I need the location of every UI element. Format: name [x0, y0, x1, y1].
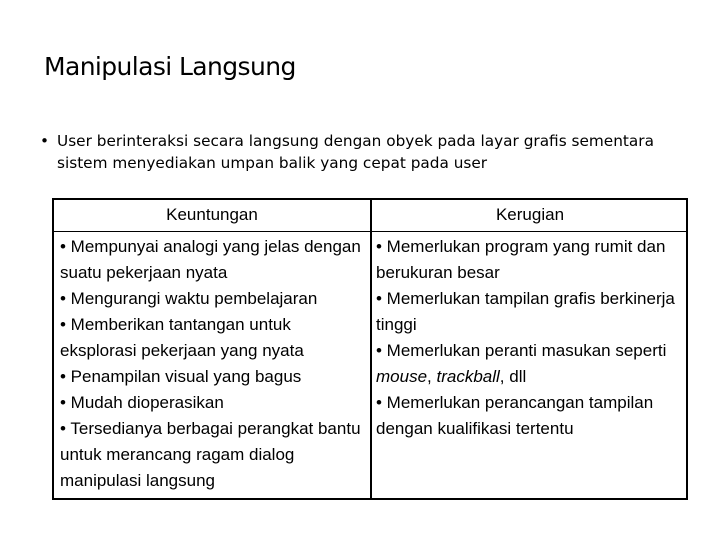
disadvantage-item — [376, 338, 684, 390]
advantage-item: • Tersedianya berbagai perangkat bantu untuk merancang ragam dialog manipulasi langsung — [60, 419, 361, 490]
header-disadvantages: Kerugian — [495, 205, 565, 224]
intro-bullet — [40, 130, 705, 174]
advantage-item: • Mengurangi waktu pembelajaran — [60, 289, 318, 308]
disadvantage-item: • Memerlukan program yang rumit dan berukuran besar — [376, 237, 666, 282]
disadvantages-list — [376, 234, 684, 442]
disadvantage-item: • Memerlukan tampilan grafis berkinerja tinggi — [376, 289, 675, 334]
mouse-term: mouse — [376, 367, 428, 386]
header-advantages: Keuntungan — [166, 205, 258, 224]
disadvantage-item: • Memerlukan perancangan tampilan dengan kualifikasi tertentu — [376, 393, 654, 438]
advantage-item: • Mempunyai analogi yang jelas dengan suatu pekerjaan nyata — [60, 237, 361, 282]
header-rule — [54, 231, 686, 232]
bullet-marker: • — [40, 132, 50, 150]
trackball-term: trackball — [436, 367, 500, 386]
comparison-table — [52, 198, 688, 500]
advantage-item: • Mudah dioperasikan — [60, 393, 224, 412]
intro-text: User berinteraksi secara langsung dengan obyek pada layar grafis sementara sistem menyediakan umpan balik yang cepat pada user — [57, 132, 654, 172]
advantage-item: • Memberikan tantangan untuk eksplorasi pekerjaan yang nyata — [60, 315, 304, 360]
column-divider — [370, 200, 372, 498]
disadvantage-item-text: • Memerlukan peranti masukan seperti — [376, 341, 667, 360]
disadvantage-item-suffix: , dll — [499, 367, 527, 386]
advantage-item: • Penampilan visual yang bagus — [60, 367, 302, 386]
slide-title: Manipulasi Langsung — [44, 52, 296, 81]
advantages-list — [60, 234, 366, 494]
separator-text: , — [427, 367, 437, 386]
